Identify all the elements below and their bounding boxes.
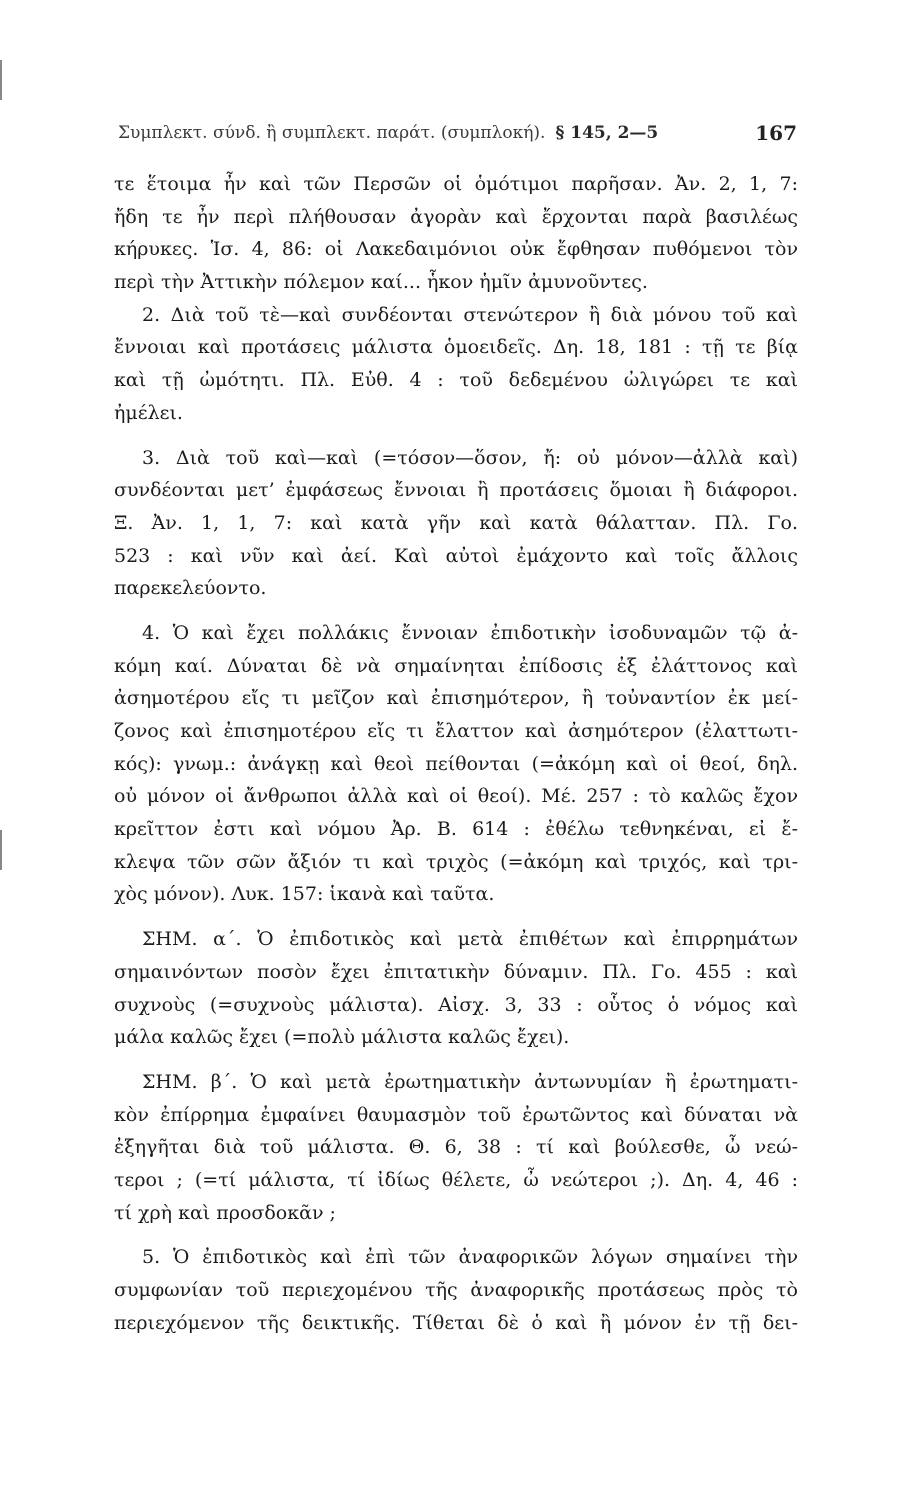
text-line: κλεψα τῶν σῶν ἄξιόν τι καὶ τριχὸς (=ἀκόμη καὶ τριχός, καὶ τρι-	[114, 850, 798, 873]
text-line: συνδέονται μετ’ ἐμφάσεως ἔννοιαι ἢ προτάσεις ὅμοιαι ἢ διάφοροι.	[114, 479, 798, 502]
text-line-paragraph-2: 2. Διὰ τοῦ τὲ—καὶ συνδέονται στενώτερον ἢ διὰ μόνου τοῦ καὶ	[142, 303, 798, 326]
page-number: 167	[755, 121, 797, 145]
text-line: ἠμέλει.	[114, 401, 183, 424]
text-line: περιεχόμενον τῆς δεικτικῆς. Τίθεται δὲ ὁ καὶ ἢ μόνον ἐν τῇ δει-	[114, 1311, 798, 1334]
text-line: συμφωνίαν τοῦ περιεχομένου τῆς ἀναφορικῆς προτάσεως πρὸς τὸ	[114, 1279, 798, 1301]
text-line-paragraph-4: 4. Ὁ καὶ ἔχει πολλάκις ἔννοιαν ἐπιδοτικὴν ἰσοδυναμῶν τῷ ἀ-	[142, 621, 798, 644]
text-line: καὶ τῇ ὠμότητι. Πλ. Εὐθ. 4 : τοῦ δεδεμένου ὠλιγώρει τε καὶ	[114, 369, 798, 392]
text-line: κὸν ἐπίρρημα ἐμφαίνει θαυμασμὸν τοῦ ἐρωτῶντος καὶ δύναται νὰ	[114, 1103, 798, 1126]
text-line: κήρυκες. Ἱσ. 4, 86: οἱ Λακεδαιμόνιοι οὐκ ἔφθησαν πυθόμενοι τὸν	[114, 238, 798, 261]
text-line: κόμη καί. Δύναται δὲ νὰ σημαίνηται ἐπίδοσις ἐξ ἐλάττονος καὶ	[114, 654, 798, 677]
running-head-title: Συμπλεκτ. σύνδ. ἢ συμπλεκτ. παράτ. (συμπλοκή).	[118, 123, 546, 143]
text-line: Ξ. Ἀν. 1, 1, 7: καὶ κατὰ γῆν καὶ κατὰ θάλατταν. Πλ. Γο.	[114, 511, 798, 534]
running-head-section: § 145, 2—5	[555, 123, 659, 143]
text-line: μάλα καλῶς ἔχει (=πολὺ μάλιστα καλῶς ἔχει).	[114, 1026, 570, 1049]
running-head	[118, 123, 818, 143]
text-line: ἤδη τε ἦν περὶ πλήθουσαν ἀγορὰν καὶ ἔρχονται παρὰ βασιλέως	[114, 205, 798, 228]
scan-edge-mark	[0, 830, 2, 870]
text-line: σημαινόντων ποσὸν ἔχει ἐπιτατικὴν δύναμιν. Πλ. Γο. 455 : καὶ	[114, 960, 798, 983]
text-line-paragraph-5: 5. Ὁ ἐπιδοτικὸς καὶ ἐπὶ τῶν ἀναφορικῶν λόγων σημαίνει τὴν	[142, 1246, 798, 1269]
paragraph-gap	[114, 1054, 798, 1066]
text-line: οὐ μόνον οἱ ἄνθρωποι ἀλλὰ καὶ οἱ θεοί). Μέ. 257 : τὸ καλῶς ἔχον	[114, 785, 798, 808]
scan-edge-mark	[0, 60, 2, 100]
text-line: τε ἕτοιμα ἦν καὶ τῶν Περσῶν οἱ ὁμότιμοι παρῆσαν. Ἀν. 2, 1, 7:	[114, 173, 798, 195]
text-line: ζονος καὶ ἐπισημοτέρου εἴς τι ἔλαττον καὶ ἀσημότερον (ἐλαττωτι-	[114, 720, 798, 742]
text-line-paragraph-3: 3. Διὰ τοῦ καὶ—καὶ (=τόσον—ὅσον, ἤ: οὐ μόνον—ἀλλὰ καὶ)	[142, 446, 798, 469]
paragraph-gap	[114, 1229, 798, 1241]
text-line: συχνοὺς (=συχνοὺς μάλιστα). Αἰσχ. 3, 33 : οὗτος ὁ νόμος καὶ	[114, 993, 798, 1016]
text-line: κός): γνωμ.: ἀνάγκῃ καὶ θεοὶ πείθονται (=ἀκόμη καὶ οἱ θεοί, δηλ.	[114, 752, 798, 775]
paragraph-gap	[114, 605, 798, 617]
text-line: ἔννοιαι καὶ προτάσεις μάλιστα ὁμοειδεῖς. Δη. 18, 181 : τῇ τε βίᾳ	[114, 336, 798, 359]
text-line: 523 : καὶ νῦν καὶ ἀεί. Καὶ αὐτοὶ ἐμάχοντο καὶ τοῖς ἄλλοις	[114, 544, 798, 567]
paragraph-gap	[114, 430, 798, 442]
text-line-note-beta: ΣΗΜ. β΄. Ὁ καὶ μετὰ ἐρωτηματικὴν ἀντωνυμίαν ἢ ἐρωτηματι-	[142, 1070, 798, 1093]
text-line: ἀσημοτέρου εἴς τι μεῖζον καὶ ἐπισημότερον, ἢ τοὐναντίον ἐκ μεί-	[114, 687, 798, 710]
text-line: παρεκελεύοντο.	[114, 577, 267, 600]
text-line: τεροι ; (=τί μάλιστα, τί ἰδίως θέλετε, ὦ νεώτεροι ;). Δη. 4, 46 :	[114, 1168, 798, 1191]
paragraph-gap	[114, 911, 798, 923]
text-line: περὶ τὴν Ἀττικὴν πόλεμον καί... ἧκον ἡμῖν ἀμυνοῦντες.	[114, 271, 648, 294]
text-line-note-alpha: ΣΗΜ. α΄. Ὁ ἐπιδοτικὸς καὶ μετὰ ἐπιθέτων καὶ ἐπιρρημάτων	[142, 928, 798, 951]
text-line: τί χρὴ καὶ προσδοκᾶν ;	[114, 1201, 336, 1224]
body-text	[114, 168, 798, 1339]
text-line: ἐξηγῆται διὰ τοῦ μάλιστα. Θ. 6, 38 : τί καὶ βούλεσθε, ὦ νεώ-	[114, 1136, 798, 1159]
text-line: χὸς μόνον). Λυκ. 157: ἱκανὰ καὶ ταῦτα.	[114, 883, 495, 906]
text-line: κρεῖττον ἐστι καὶ νόμου Ἀρ. Β. 614 : ἐθέλω τεθνηκέναι, εἰ ἔ-	[114, 818, 798, 841]
